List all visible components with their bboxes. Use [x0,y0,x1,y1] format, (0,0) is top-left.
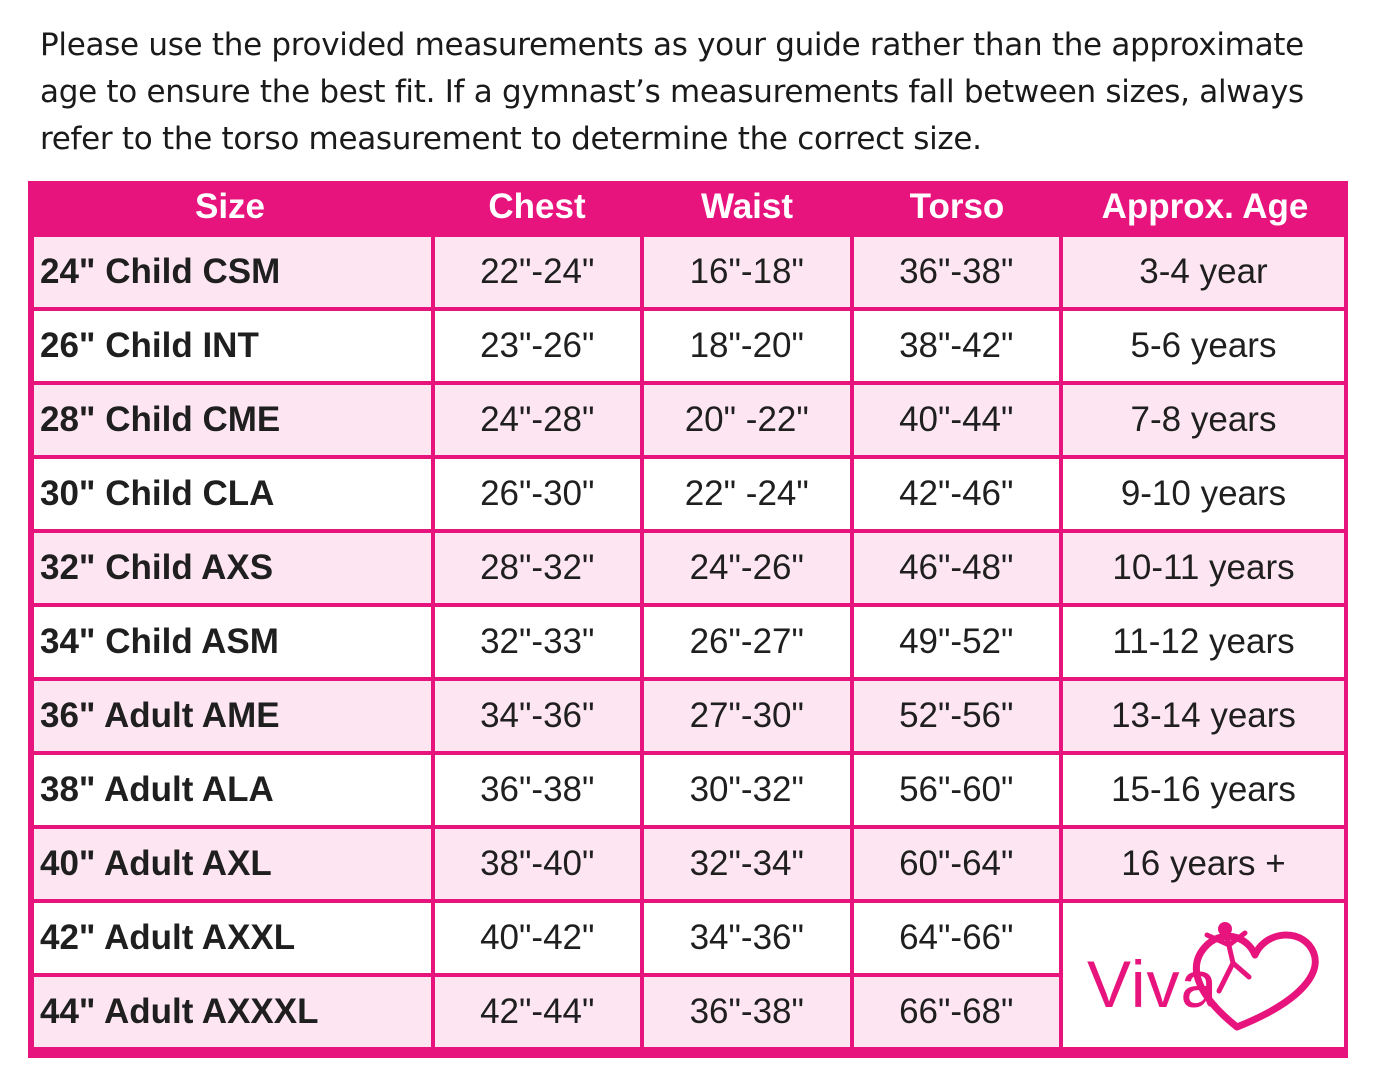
age-cell: 5-6 years [1063,311,1344,381]
waist-cell: 20" -22" [644,385,850,455]
torso-cell: 38"-42" [854,311,1060,381]
viva-logo [1087,915,1327,1035]
torso-cell: 46"-48" [854,533,1060,603]
logo-text: Viva [1087,947,1219,1021]
waist-cell: 27"-30" [644,681,850,751]
waist-cell: 36"-38" [644,977,850,1047]
table-row [34,755,1344,825]
size-cell: 44" Adult AXXXL [34,977,431,1047]
waist-cell: 24"-26" [644,533,850,603]
torso-cell: 40"-44" [854,385,1060,455]
age-cell: 16 years + [1063,829,1344,899]
waist-cell: 30"-32" [644,755,850,825]
size-cell: 42" Adult AXXL [34,903,431,973]
size-cell: 30" Child CLA [34,459,431,529]
header-chest: Chest [488,187,586,226]
chest-cell: 22"-24" [435,237,641,307]
age-cell: 7-8 years [1063,385,1344,455]
torso-cell: 42"-46" [854,459,1060,529]
table-header [28,181,1348,233]
intro-text: Please use the provided measurements as your guide rather than the approximate age to ensure the best fit. If a gymnast’s measurements fall between sizes, always refer to the torso measurement to determine the correct size. [40,27,1304,157]
size-cell: 34" Child ASM [34,607,431,677]
size-chart [28,181,1348,1058]
waist-cell: 32"-34" [644,829,850,899]
age-cell: 9-10 years [1063,459,1344,529]
size-cell: 36" Adult AME [34,681,431,751]
header-approx-age: Approx. Age [1101,187,1309,226]
chest-cell: 32"-33" [435,607,641,677]
torso-cell: 60"-64" [854,829,1060,899]
size-cell: 26" Child INT [34,311,431,381]
header-size: Size [194,187,266,226]
age-cell: 11-12 years [1063,607,1344,677]
torso-cell: 52"-56" [854,681,1060,751]
table-row [34,829,1344,899]
waist-cell: 16"-18" [644,237,850,307]
table-row [34,311,1344,381]
size-cell: 38" Adult ALA [34,755,431,825]
chest-cell: 38"-40" [435,829,641,899]
waist-cell: 26"-27" [644,607,850,677]
waist-cell: 18"-20" [644,311,850,381]
chest-cell: 26"-30" [435,459,641,529]
size-cell: 28" Child CME [34,385,431,455]
size-table [30,233,1348,1051]
header-waist: Waist [700,187,794,226]
chest-cell: 40"-42" [435,903,641,973]
table-row [34,903,1344,973]
logo-cell [1063,903,1344,1047]
chest-cell: 34"-36" [435,681,641,751]
waist-cell: 34"-36" [644,903,850,973]
table-row [34,237,1344,307]
age-cell: 13-14 years [1063,681,1344,751]
table-row [34,385,1344,455]
size-cell: 32" Child AXS [34,533,431,603]
torso-cell: 49"-52" [854,607,1060,677]
torso-cell: 66"-68" [854,977,1060,1047]
size-cell: 40" Adult AXL [34,829,431,899]
header-torso: Torso [909,187,1005,226]
size-cell: 24" Child CSM [34,237,431,307]
age-cell: 15-16 years [1063,755,1344,825]
torso-cell: 64"-66" [854,903,1060,973]
table-row [34,681,1344,751]
table-row [34,459,1344,529]
waist-cell: 22" -24" [644,459,850,529]
torso-cell: 56"-60" [854,755,1060,825]
chest-cell: 42"-44" [435,977,641,1047]
age-cell: 10-11 years [1063,533,1344,603]
chest-cell: 28"-32" [435,533,641,603]
age-cell: 3-4 year [1063,237,1344,307]
table-row [34,607,1344,677]
chest-cell: 23"-26" [435,311,641,381]
torso-cell: 36"-38" [854,237,1060,307]
table-row [34,533,1344,603]
chest-cell: 24"-28" [435,385,641,455]
chest-cell: 36"-38" [435,755,641,825]
